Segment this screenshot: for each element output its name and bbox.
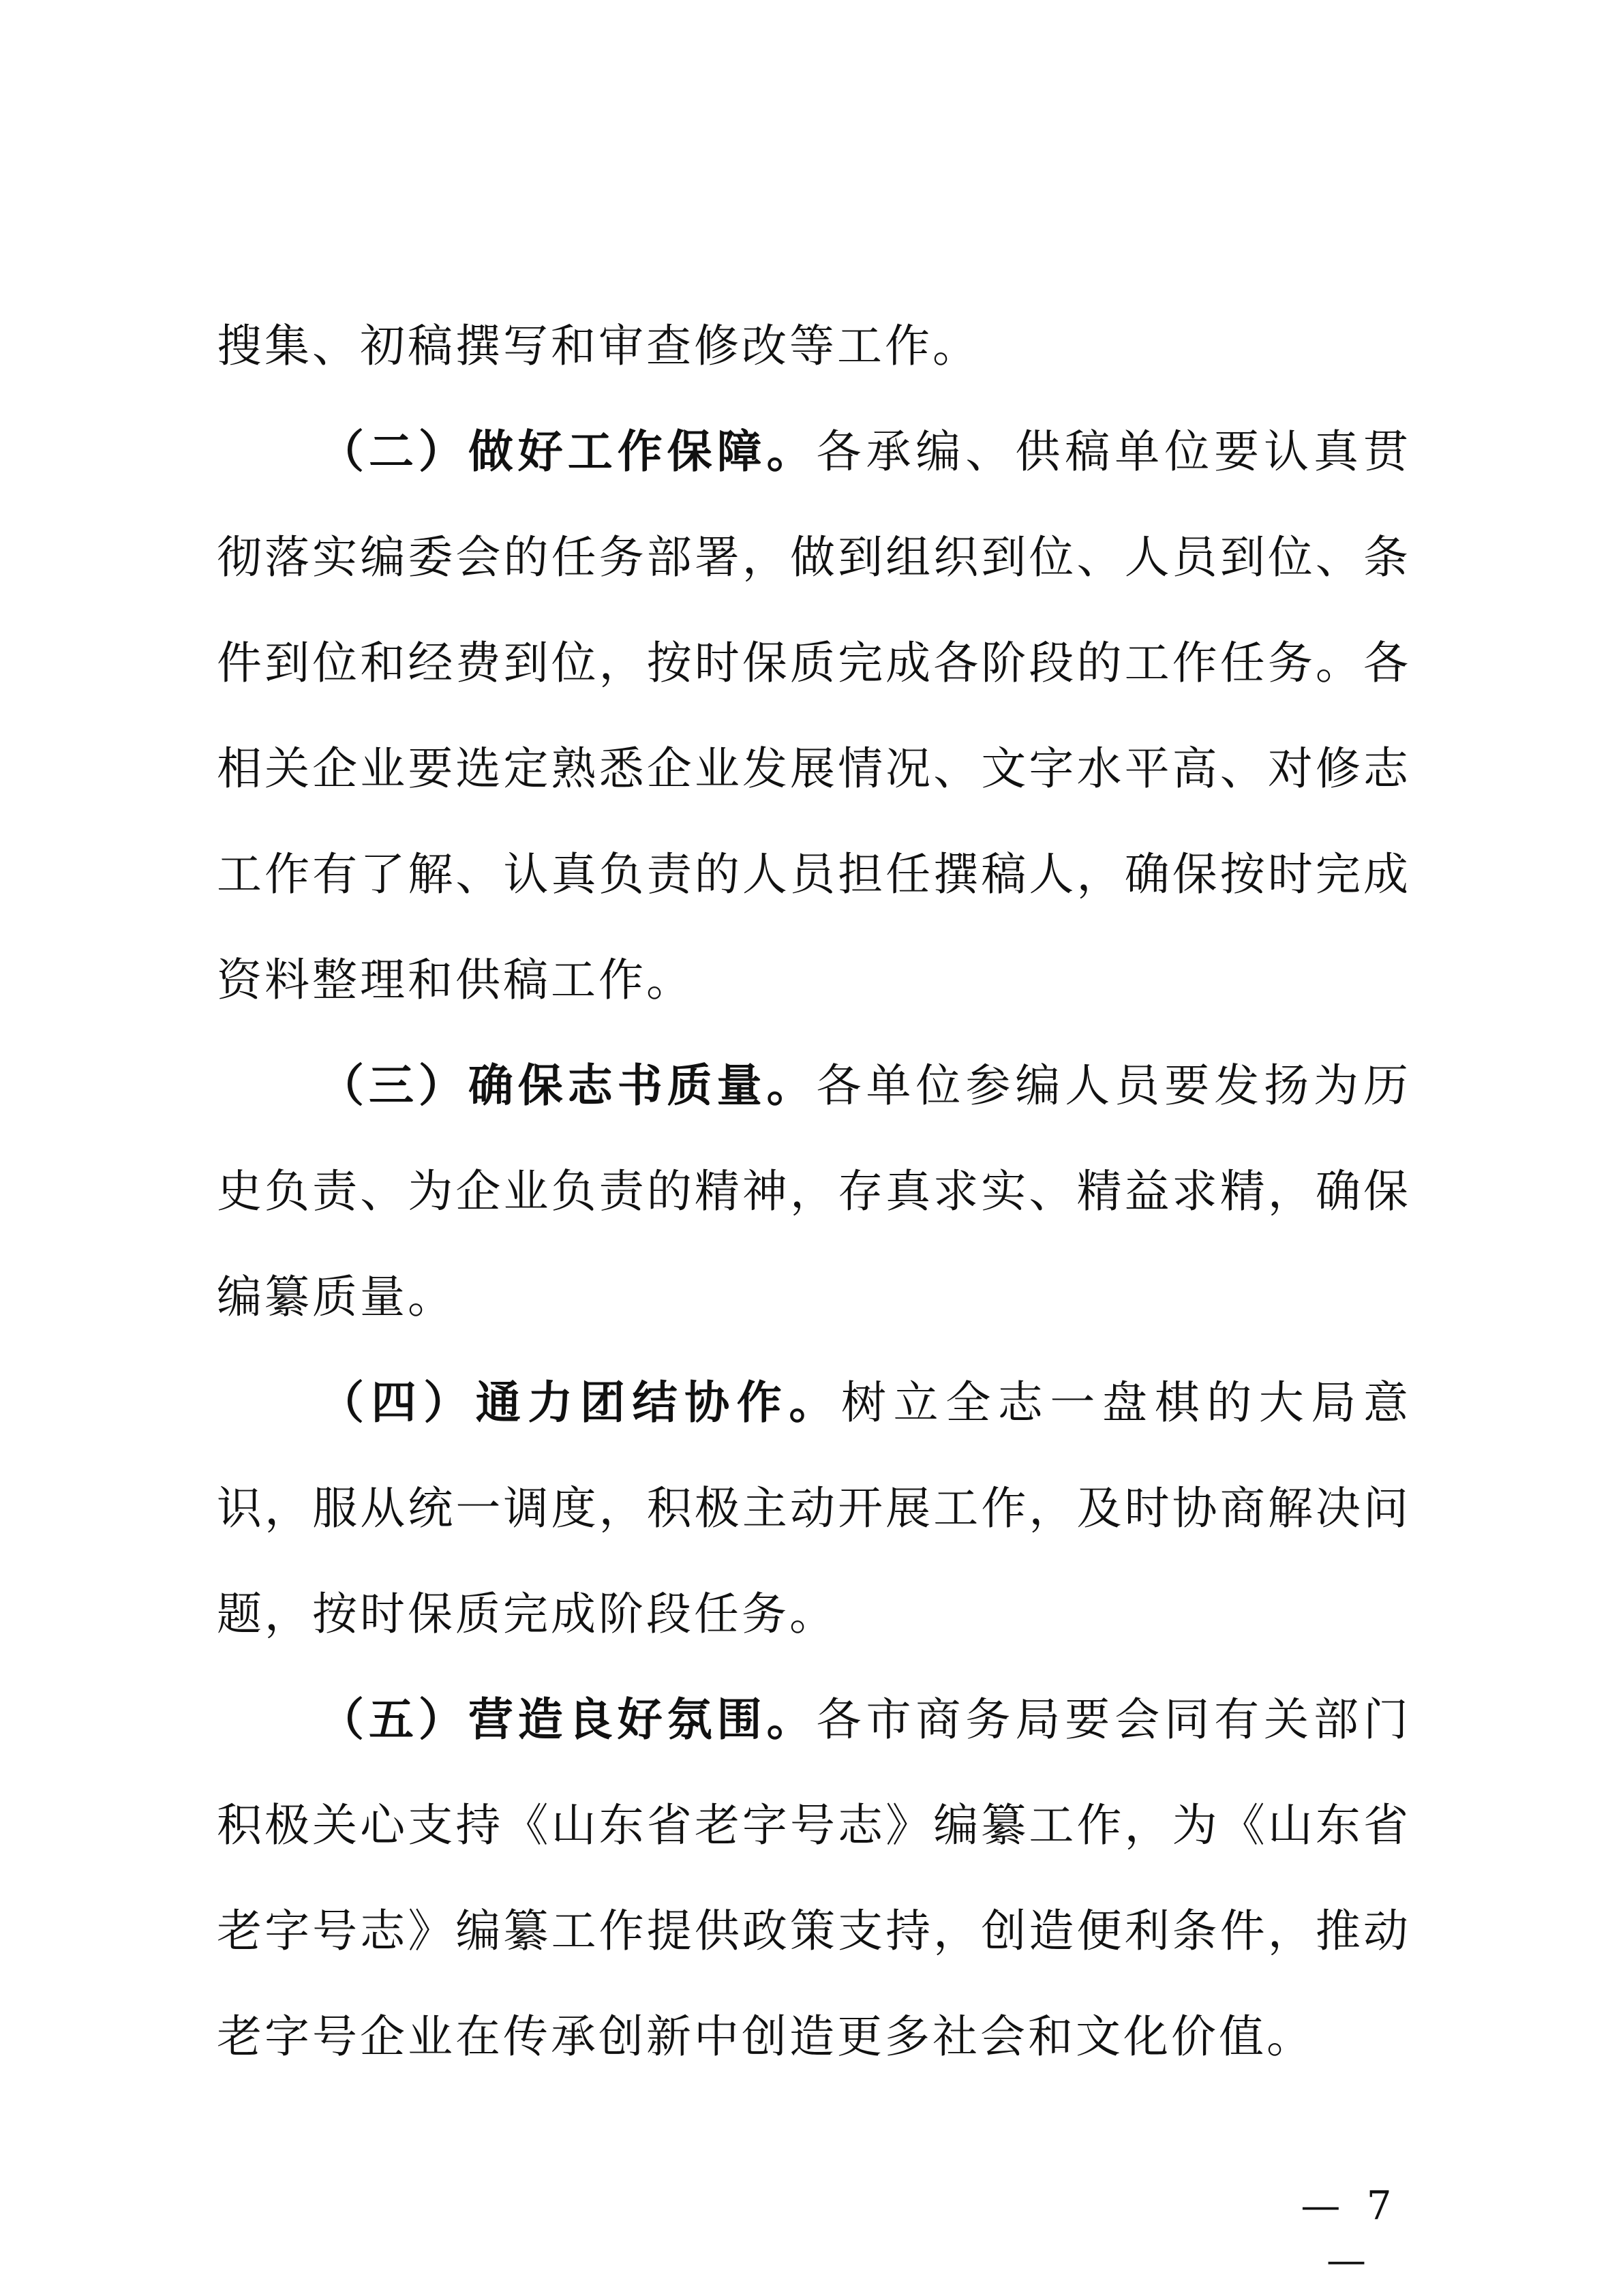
- paragraph-heading: （三）确保志书质量。: [319, 1059, 817, 1112]
- paragraph-work-guarantee: [217, 399, 1411, 1033]
- paragraph-heading: （五）营造良好氛围。: [319, 1693, 817, 1746]
- paragraph-text: 各承编、供稿单位要认真贯彻落实编委会的任务部署，做到组织到位、人员到位、条件到位和经费到位，按时保质完成各阶段的工作任务。各相关企业要选定熟悉企业发展情况、文字水平高、对修志工作有了解、认真负责的人员担任撰稿人，确保按时完成资料整理和供稿工作。: [217, 425, 1412, 1006]
- paragraph-text: 各市商务局要会同有关部门积极关心支持《山东省老字号志》编纂工作，为《山东省老字号志》编纂工作提供政策支持，创造便利条件，推动老字号企业在传承创新中创造更多社会和文化价值。: [217, 1693, 1412, 2063]
- paragraph-heading: （二）做好工作保障。: [319, 425, 817, 478]
- paragraph-quality: [217, 1033, 1411, 1350]
- paragraph-text: 各单位参编人员要发扬为历史负责、为企业负责的精神，存真求实、精益求精，确保编纂质量。: [217, 1059, 1412, 1323]
- paragraph-cooperation: [217, 1350, 1411, 1667]
- paragraph-atmosphere: [217, 1667, 1411, 2089]
- paragraph-heading: （四）通力团结协作。: [319, 1376, 841, 1429]
- page-number: — 7 —: [1301, 2182, 1399, 2283]
- paragraph-text: 搜集、初稿撰写和审查修改等工作。: [217, 320, 980, 372]
- paragraph-text: 树立全志一盘棋的大局意识，服从统一调度，积极主动开展工作，及时协商解决问题，按时保质完成阶段任务。: [217, 1376, 1411, 1640]
- paragraph-continuation: [217, 293, 1411, 399]
- document-body: [217, 293, 1411, 2089]
